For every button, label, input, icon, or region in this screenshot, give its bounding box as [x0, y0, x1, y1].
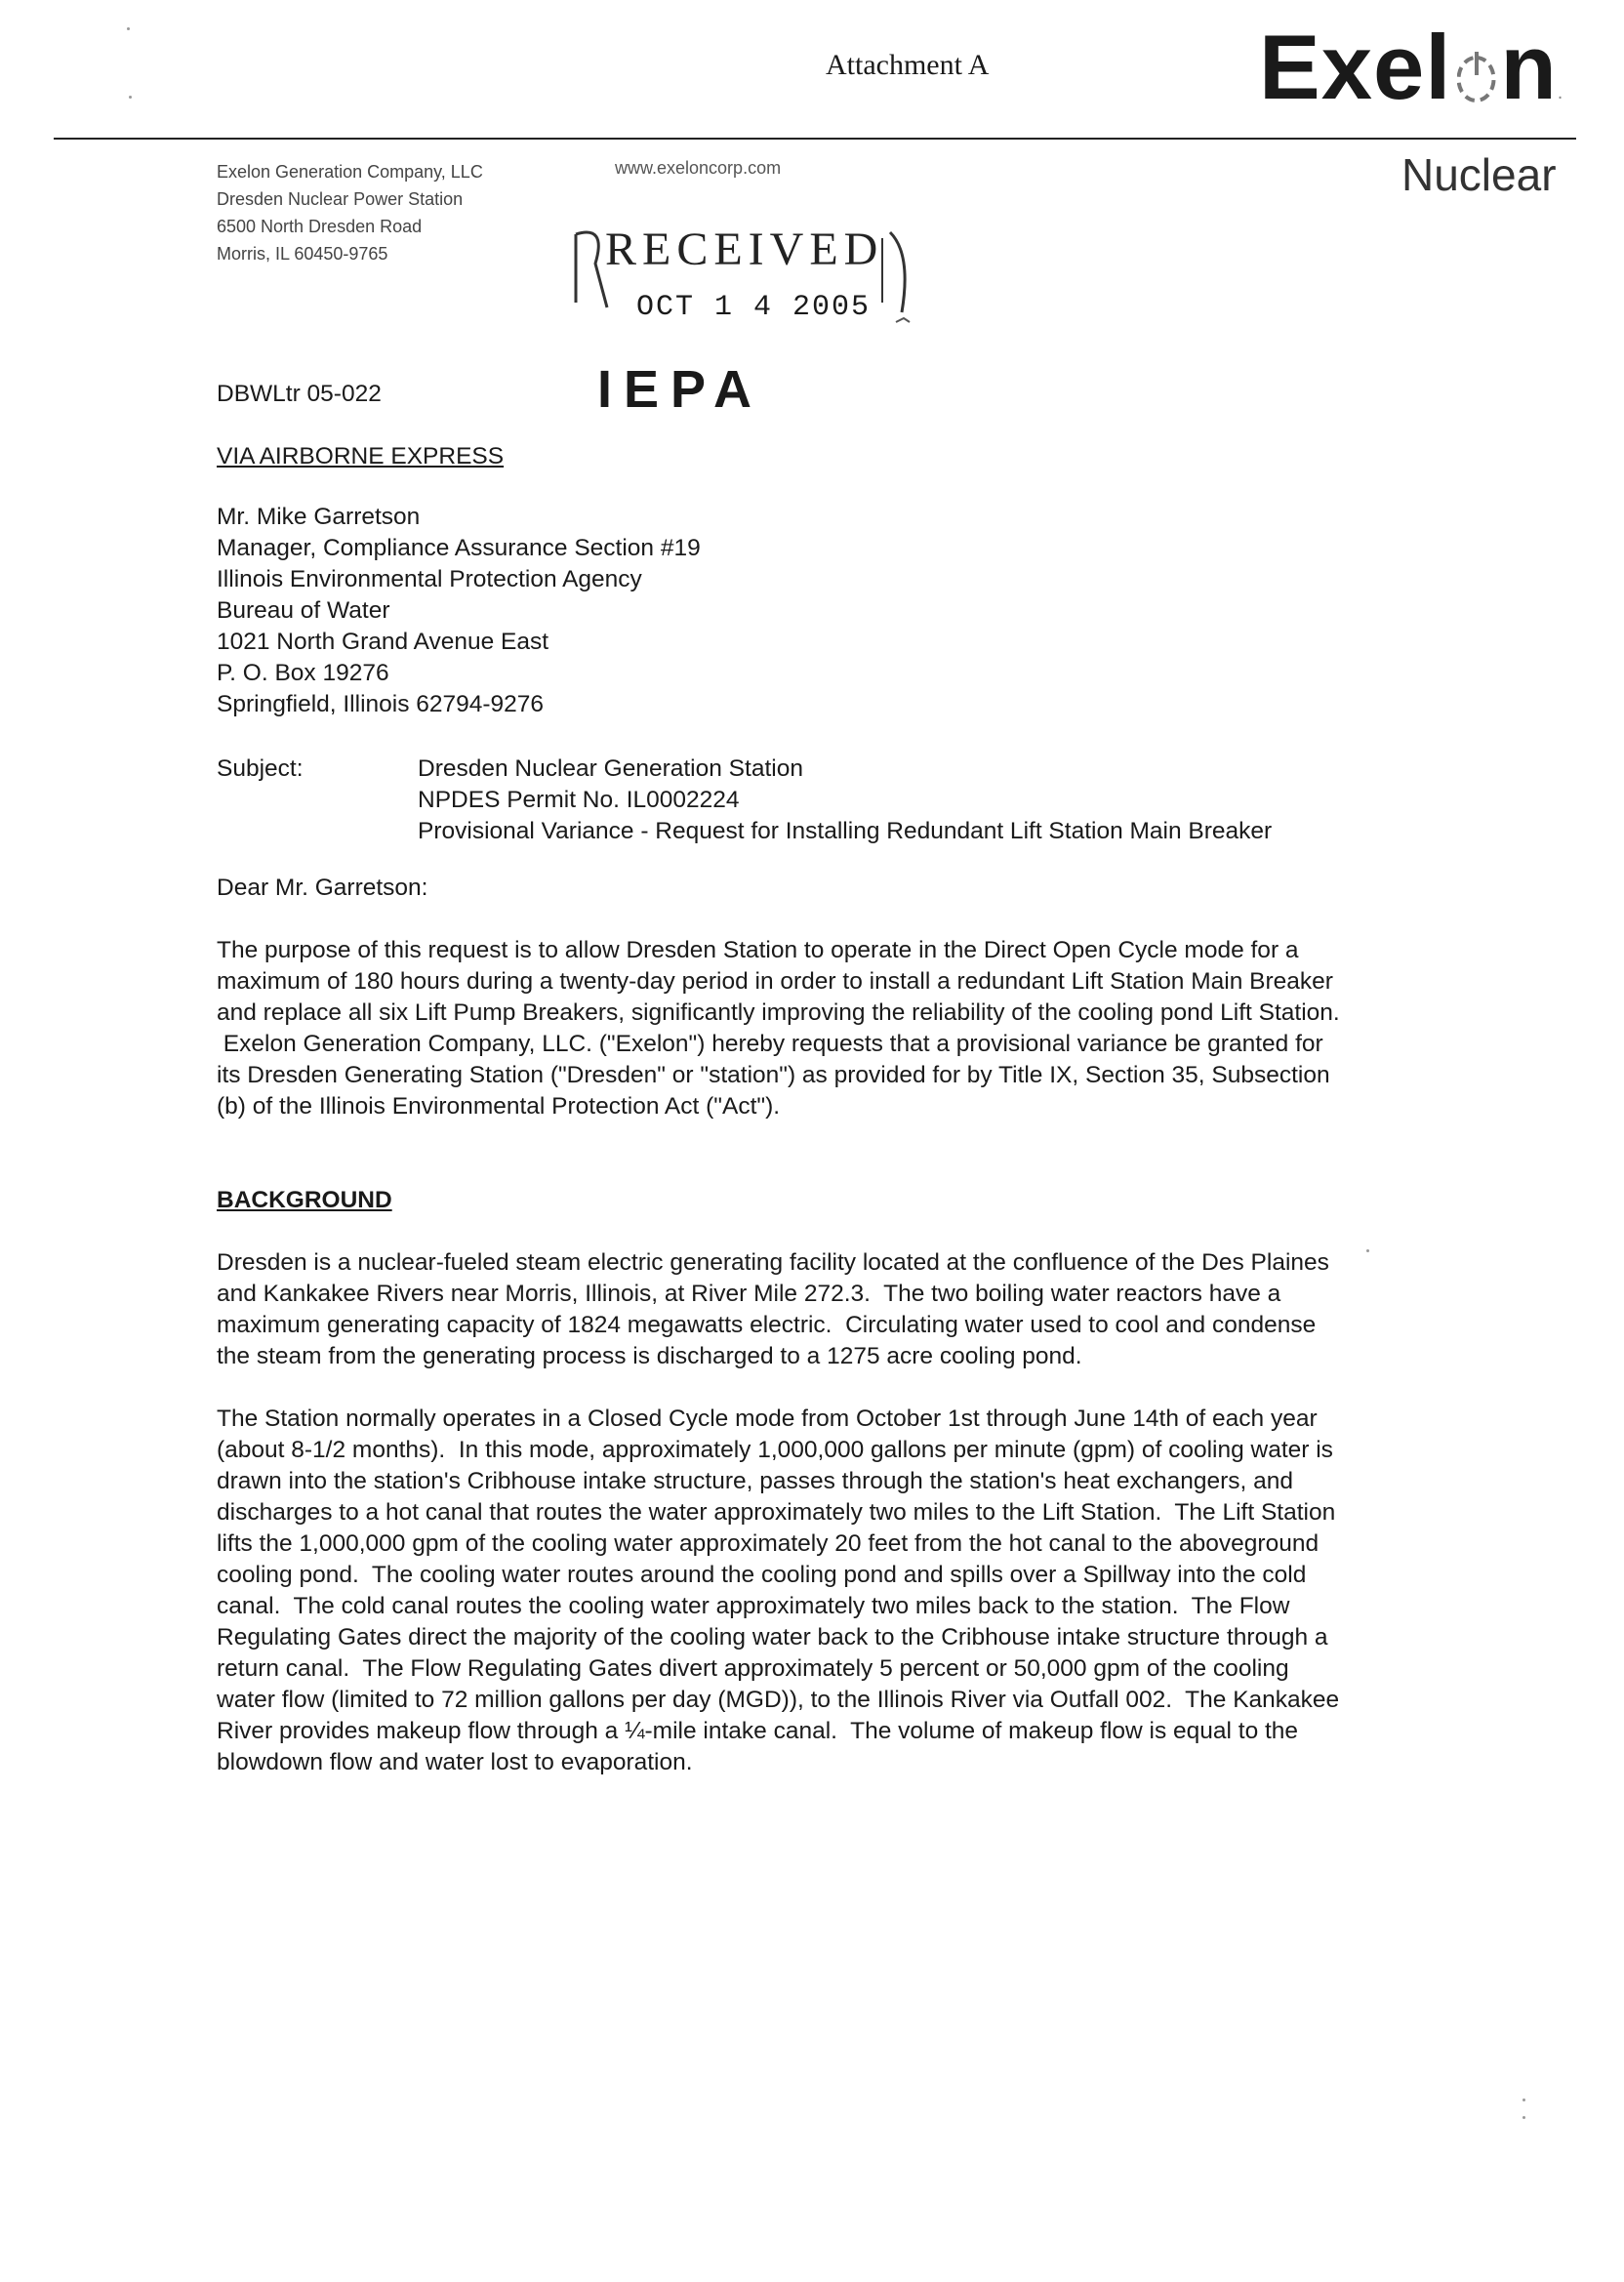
background-paragraph-1 — [217, 1247, 1524, 1372]
sender-line: Morris, IL 60450-9765 — [217, 244, 388, 264]
background-line: drawn into the station's Cribhouse intake structure, passes through the station's heat exchangers, and — [217, 1468, 1293, 1494]
background-line: (about 8-1/2 months). In this mode, approximately 1,000,000 gallons per minute (gpm) of cooling water is — [217, 1437, 1333, 1463]
intro-line: and replace all six Lift Pump Breakers, significantly improving the reliability of the cooling pond Lift Station. — [217, 999, 1340, 1026]
background-line: discharges to a hot canal that routes the water approximately two miles to the Lift Station. The Lift Station — [217, 1499, 1336, 1526]
background-line: water flow (limited to 72 million gallons per day (MGD)), to the Illinois River via Outfall 002. The Kankakee — [217, 1687, 1340, 1713]
attachment-label: Attachment A — [826, 49, 990, 81]
sender-line: Exelon Generation Company, LLC — [217, 162, 483, 182]
background-line: The Station normally operates in a Closed Cycle mode from October 1st through June 14th of each year — [217, 1406, 1318, 1432]
sender-line: 6500 North Dresden Road — [217, 217, 423, 236]
logo-subtitle: Nuclear — [1401, 149, 1557, 200]
subject-line: Dresden Nuclear Generation Station — [418, 755, 803, 782]
stamp-date: OCT 1 4 2005 — [636, 291, 872, 324]
delivery-method: VIA AIRBORNE EXPRESS — [217, 443, 505, 469]
website-url: www.exeloncorp.com — [615, 158, 782, 178]
stamp-received-text: RECEIVED — [605, 224, 884, 275]
salutation: Dear Mr. Garretson: — [217, 875, 428, 901]
background-line: and Kankakee Rivers near Morris, Illinois, at River Mile 272.3. The two boiling water reactors have a — [217, 1281, 1281, 1307]
sender-address — [217, 158, 483, 267]
intro-line: Exelon Generation Company, LLC. ("Exelon") hereby requests that a provisional variance be granted for — [217, 1031, 1323, 1057]
recipient-line: P. O. Box 19276 — [217, 660, 389, 686]
recipient-address — [217, 502, 701, 720]
background-line: blowdown flow and water lost to evaporation. — [217, 1749, 693, 1775]
subject-line: NPDES Permit No. IL0002224 — [418, 787, 740, 813]
intro-line: The purpose of this request is to allow Dresden Station to operate in the Direct Open Cycle mode for a — [217, 937, 1299, 963]
background-line: lifts the 1,000,000 gpm of the cooling water approximately 20 feet from the hot canal to the aboveground — [217, 1530, 1320, 1557]
exelon-logo: Exel n. — [1259, 16, 1564, 118]
section-heading-background: BACKGROUND — [217, 1187, 392, 1213]
recipient-line: Illinois Environmental Protection Agency — [217, 566, 642, 592]
subject-line: Provisional Variance - Request for Installing Redundant Lift Station Main Breaker — [418, 818, 1273, 844]
intro-line: maximum of 180 hours during a twenty-day period in order to install a redundant Lift Station Main Breaker — [217, 968, 1333, 995]
recipient-line: Bureau of Water — [217, 597, 390, 624]
background-line: the steam from the generating process is discharged to a 1275 acre cooling pond. — [217, 1343, 1082, 1369]
recipient-line: Springfield, Illinois 62794-9276 — [217, 691, 545, 717]
logo-word: Exel — [1259, 16, 1452, 118]
background-line: cooling pond. The cooling water routes around the cooling pond and spills over a Spillway into the cold — [217, 1562, 1307, 1588]
iepa-text: IEPA — [597, 360, 764, 419]
background-line: Dresden is a nuclear-fueled steam electric generating facility located at the confluence of the Des Plaines — [217, 1249, 1329, 1276]
intro-paragraph — [217, 935, 1524, 1122]
background-line: River provides makeup flow through a ¼-mile intake canal. The volume of makeup flow is equal to the — [217, 1718, 1299, 1744]
scan-speck — [129, 96, 132, 99]
subject-label: Subject: — [217, 755, 304, 782]
iepa-stamp-logo — [597, 359, 763, 420]
background-paragraph-2 — [217, 1404, 1524, 1778]
scan-speck — [1522, 2116, 1525, 2119]
intro-line: (b) of the Illinois Environmental Protection Act ("Act"). — [217, 1093, 781, 1120]
subject-block — [418, 754, 1272, 847]
scan-speck — [1366, 1249, 1369, 1252]
logo-word-end: n — [1500, 16, 1558, 118]
scan-speck — [1522, 2099, 1525, 2101]
logo-o-mark — [1451, 40, 1500, 99]
reference-number: DBWLtr 05-022 — [217, 381, 382, 407]
header-rule — [54, 138, 1576, 140]
scan-speck — [127, 27, 130, 30]
background-line: maximum generating capacity of 1824 megawatts electric. Circulating water used to cool and condense — [217, 1312, 1317, 1338]
background-line: canal. The cold canal routes the cooling water approximately two miles back to the station. The Flow — [217, 1593, 1290, 1619]
sender-line: Dresden Nuclear Power Station — [217, 189, 464, 209]
recipient-line: Manager, Compliance Assurance Section #19 — [217, 535, 701, 561]
background-line: Regulating Gates direct the majority of the cooling water back to the Cribhouse intake structure through a — [217, 1624, 1328, 1650]
background-line: return canal. The Flow Regulating Gates divert approximately 5 percent or 50,000 gpm of the cooling — [217, 1655, 1289, 1682]
recipient-line: 1021 North Grand Avenue East — [217, 629, 549, 655]
intro-line: its Dresden Generating Station ("Dresden" or "station") as provided for by Title IX, Section 35, Subsection — [217, 1062, 1330, 1088]
recipient-line: Mr. Mike Garretson — [217, 504, 421, 530]
